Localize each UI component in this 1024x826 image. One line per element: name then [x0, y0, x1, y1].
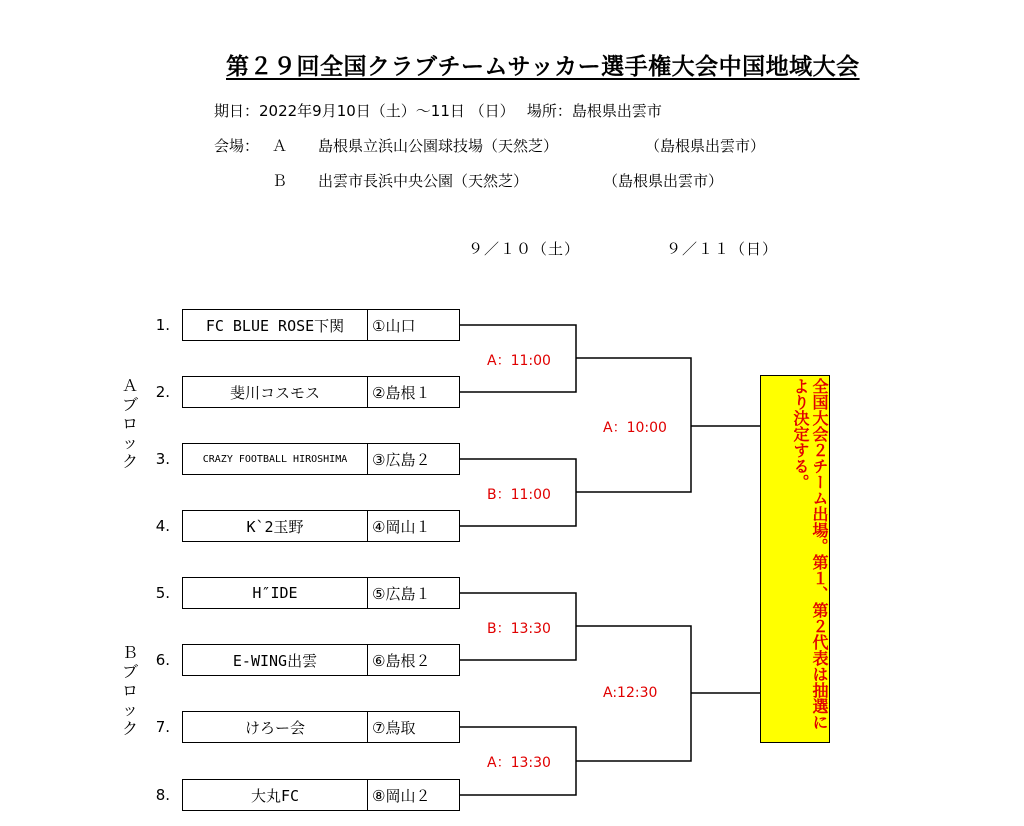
qualification-note-box — [760, 375, 830, 743]
team-name: E-WING出雲 — [183, 645, 368, 675]
team-name: 斐川コスモス — [183, 377, 368, 407]
block-a-char: ク — [121, 452, 138, 471]
day1-date: ９／１０（土） — [468, 240, 581, 258]
venue-b-key: Ｂ — [272, 172, 288, 190]
block-a-char: ロ — [121, 414, 138, 433]
match-time: A:12:30 — [603, 685, 658, 701]
match-time: B：11:00 — [487, 487, 551, 503]
venue-a-location: （島根県出雲市） — [645, 137, 766, 155]
team-seed: ⑤広島１ — [372, 584, 431, 603]
team-seed: ⑧岡山２ — [372, 786, 431, 805]
team-seed: ①山口 — [372, 316, 416, 335]
event-dates-place: 期日：2022年9月10日（土）～11日 （日） 場所：島根県出雲市 — [214, 102, 662, 120]
team-number: 4. — [155, 517, 170, 535]
match-time: A：11:00 — [487, 353, 551, 369]
team-number: 1. — [155, 316, 170, 334]
team-seed: ③広島２ — [372, 450, 431, 469]
venue-b-location: （島根県出雲市） — [603, 172, 724, 190]
team-number: 5. — [155, 584, 170, 602]
team-name: H″IDE — [183, 578, 368, 608]
venue-label: 会場： — [214, 137, 260, 155]
block-b-char: ロ — [121, 681, 138, 700]
team-seed: ⑦鳥取 — [372, 718, 416, 737]
page-title: 第２９回全国クラブチームサッカー選手権大会中国地域大会 — [226, 54, 860, 80]
block-a-char: ブ — [121, 395, 138, 414]
team-name: けろー会 — [183, 712, 368, 742]
team-number: 6. — [155, 651, 170, 669]
team-name: FC BLUE ROSE下関 — [183, 310, 368, 340]
qualification-note: 全国大会２チーム出場。第１、第２代表は抽選により決定する。 — [791, 378, 829, 730]
team-number: 2. — [155, 383, 170, 401]
team-number: 8. — [155, 786, 170, 804]
match-time: B：13:30 — [487, 621, 551, 637]
team-seed: ②島根１ — [372, 383, 431, 402]
venue-b-name: 出雲市長浜中央公園（天然芝） — [318, 172, 529, 190]
team-seed: ⑥島根２ — [372, 651, 431, 670]
day2-date: ９／１１（日） — [666, 240, 779, 258]
match-time: A：13:30 — [487, 755, 551, 771]
team-number: 3. — [155, 450, 170, 468]
team-number: 7. — [155, 718, 170, 736]
team-name: 大丸FC — [183, 780, 368, 810]
match-time: A：10:00 — [603, 420, 667, 436]
block-b-char: ブ — [121, 662, 138, 681]
venue-a-name: 島根県立浜山公園球技場（天然芝） — [318, 137, 559, 155]
block-a-char: ッ — [121, 433, 138, 452]
block-a-char: Ａ — [121, 376, 138, 395]
team-seed: ④岡山１ — [372, 517, 431, 536]
block-b-char: Ｂ — [121, 643, 138, 662]
venue-a-key: Ａ — [272, 137, 288, 155]
team-name: K`2玉野 — [183, 511, 368, 541]
team-name: CRAZY FOOTBALL HIROSHIMA — [183, 444, 368, 474]
block-b-char: ッ — [121, 700, 138, 719]
block-b-char: ク — [121, 719, 138, 738]
